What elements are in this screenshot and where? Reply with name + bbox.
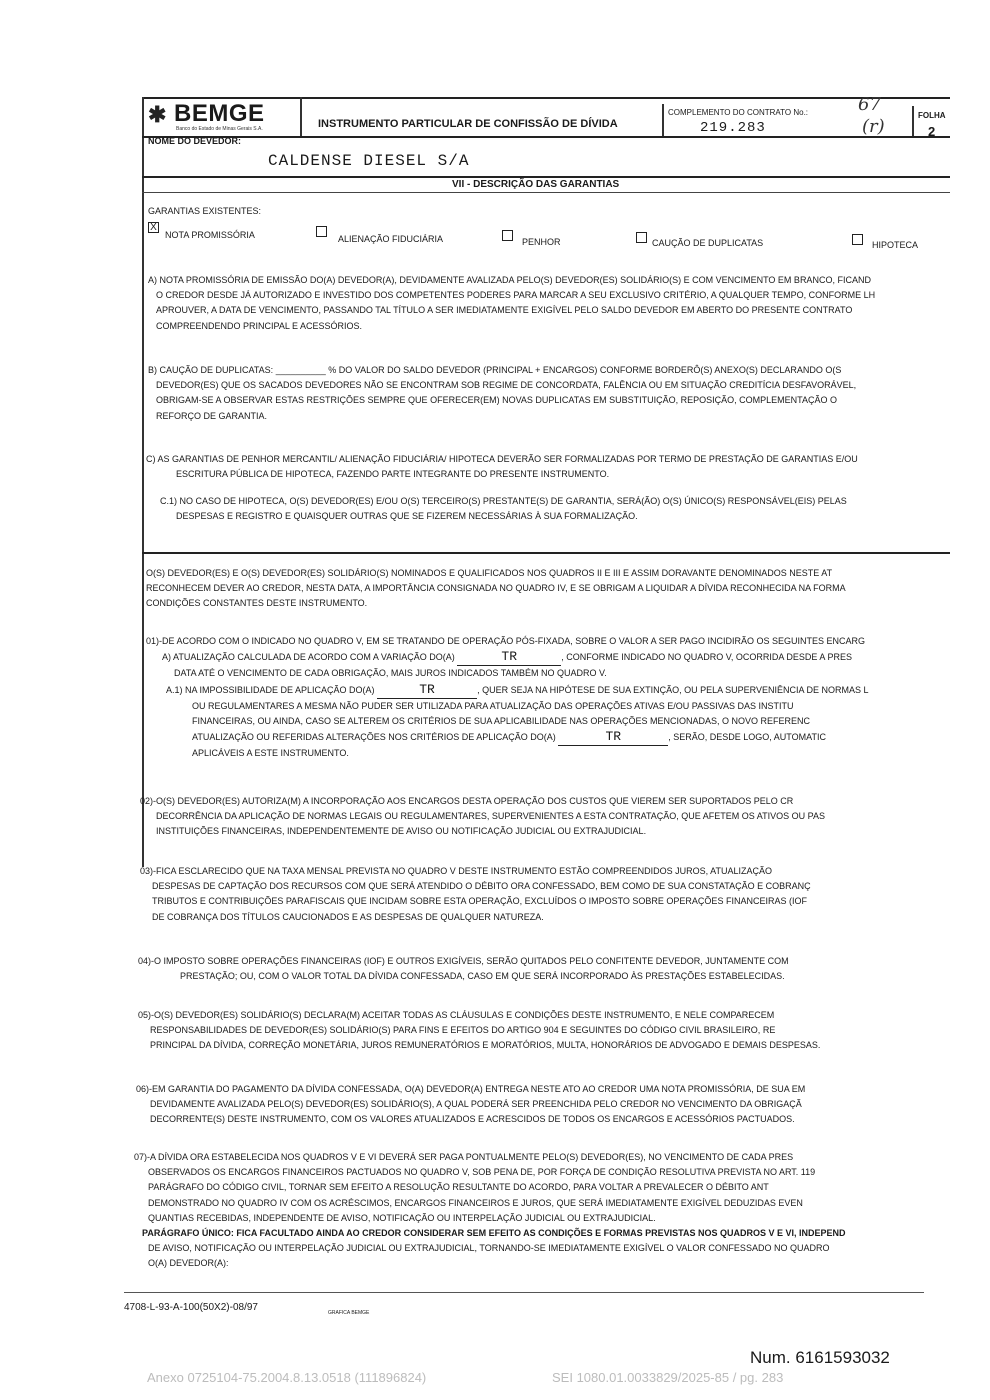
text-line: DESPESAS DE CAPTAÇÃO DOS RECURSOS COM QUE SERÁ ATENDIDO O DÉBITO ORA CONFESSADO, BEM COMO DE SUA CONSTATAÇÃO E COBRANÇ [152,881,811,892]
text-segment: , CONFORME INDICADO NO QUADRO V, OCORRIDA DESDE A PRES [561,652,852,663]
clause-06 [136,1082,805,1128]
text-line: DECORRÊNCIA DA APLICAÇÃO DE NORMAS LEGAIS OU REGULAMENTARES, SUPERVENIENTES A ESTA CONTRATAÇÃO, QUE AFETEM OS ATIVOS OU PAS [156,811,825,822]
devedor-name: CALDENSE DIESEL S/A [268,152,470,170]
text-line: RECONHECEM DEVER AO CREDOR, NESTA DATA, A IMPORTÂNCIA CONSIGNADA NO QUADRO IV, E SE OBRIGAM A LIQUIDAR A DÍVIDA RECONHECIDA NA FORMA [146,583,846,594]
text-line: A) NOTA PROMISSÓRIA DE EMISSÃO DO(A) DEVEDOR(A), DEVIDAMENTE AVALIZADA PELO(S) DEVEDOR(ES) SOLIDÁRIO(S) E COM VENCIMENTO EM BRANCO, FICAND [148,275,871,285]
text-line: 04)-O IMPOSTO SOBRE OPERAÇÕES FINANCEIRAS (IOF) E OUTROS EXIGÍVEIS, SERÃO QUITADOS PELO CONFITENTE DEVEDOR, JUNTAMENTE COM [138,956,789,966]
paragraph-b [148,363,856,424]
text-line: DEVIDAMENTE AVALIZADA PELO(S) DEVEDOR(ES) SOLIDÁRIO(S), A QUAL PODERÁ SER PREENCHIDA PELO CREDOR NO VENCIMENTO DA OBRIGAÇÃ [150,1099,802,1110]
checkbox[interactable] [852,234,863,245]
text-line: DEVEDOR(ES) QUE OS SACADOS DEVEDORES NÃO SE ENCONTRAM SOB REGIME DE CONCORDATA, FALÊNCIA OU EM SITUAÇÃO CREDITÍCIA DESFAVORÁVEL, [156,380,857,391]
grafica-label: GRAFICA BEMGE [328,1310,370,1316]
logo-star-icon: ✱ [148,102,167,127]
sei-watermark: SEI 1080.01.0033829/2025-85 / pg. 283 [552,1370,784,1385]
indexer-field [377,682,477,699]
text-line [146,649,869,666]
text-line: OU REGULAMENTARES A MESMA NÃO PUDER SER UTILIZADA PARA ATUALIZAÇÃO DAS OPERAÇÕES ATIVAS E/OU PASSIVAS DAS INSTITU [192,700,794,711]
garantias-label: GARANTIAS EXISTENTES: [148,206,262,216]
clause-05 [138,1008,820,1054]
text-segment: A.1) NA IMPOSSIBILIDADE DE APLICAÇÃO DO(A) [166,684,378,695]
text-line [146,682,869,699]
folha-value: 2 [928,124,936,139]
text-line: 06)-EM GARANTIA DO PAGAMENTO DA DÍVIDA CONFESSADA, O(A) DEVEDOR(A) ENTREGA NESTE ATO AO CREDOR UMA NOTA PROMISSÓRIA, DE SUA EM [136,1084,806,1094]
text-line: 03)-FICA ESCLARECIDO QUE NA TAXA MENSAL PREVISTA NO QUADRO V DESTE INSTRUMENTO ESTÃO COMPREENDIDOS JUROS, ATUALIZAÇÃO [140,866,772,876]
logo-subtitle: Banco do Estado de Minas Gerais S.A. [176,126,263,132]
text-line: 05)-O(S) DEVEDOR(ES) SOLIDÁRIO(S) DECLARA(M) ACEITAR TODAS AS CLÁUSULAS E CONDIÇÕES DESTE INSTRUMENTO, E NELE COMPARECEM [138,1010,775,1020]
text-line: DATA ATÉ O VENCIMENTO DE CADA OBRIGAÇÃO, MAIS JUROS INDICADOS TAMBÉM NO QUADRO V. [174,668,607,679]
text-line: 01)-DE ACORDO COM O INDICADO NO QUADRO V, EM SE TRATANDO DE OPERAÇÃO PÓS-FIXADA, SOBRE O VALOR A SER PAGO INCIDIRÃO OS SEGUINTES ENCARG [146,636,865,646]
anexo-watermark: Anexo 0725104-75.2004.8.13.0518 (111896824) [147,1370,427,1385]
indexer-field [457,649,561,666]
text-line: PARÁGRAFO DO CÓDIGO CIVIL, TORNAR SEM EFEITO A RESOLUÇÃO RESULTANTE DO ACORDO, PARA VOLTAR A PREVALECER O DÉBITO ANT [148,1182,769,1193]
document-title: INSTRUMENTO PARTICULAR DE CONFISSÃO DE DÍVIDA [318,118,618,130]
text-line: APROUVER, A DATA DE VENCIMENTO, PASSANDO TAL TÍTULO A SER IMEDIATAMENTE EXIGÍVEL PELO SALDO DEVEDOR EM ABERTO DO PRESENTE CONTRATO [156,305,853,316]
text-line [146,729,869,746]
text-line: B) CAUÇÃO DE DUPLICATAS: __________ % DO VALOR DO SALDO DEVEDOR (PRINCIPAL + ENCARGOS) CONFORME BORDERÔ(S) ANEXO(S) DECLARANDO O(S [148,365,842,375]
option-label: CAUÇÃO DE DUPLICATAS [652,238,764,248]
text-line: CONDIÇÕES CONSTANTES DESTE INSTRUMENTO. [146,598,368,609]
text-line: DECORRENTE(S) DESTE INSTRUMENTO, COM OS VALORES ATUALIZADOS E ACRESCIDOS DE TODOS OS ENCARGOS E ACESSÓRIOS PACTUADOS. [150,1114,795,1125]
text-line: PRINCIPAL DA DÍVIDA, CORREÇÃO MONETÁRIA, JUROS REMUNERATÓRIOS E MORATÓRIOS, MULTA, HONORÁRIOS DE ADVOGADO E DEMAIS DESPESAS. [150,1040,821,1051]
text-line: 07)-A DÍVIDA ORA ESTABELECIDA NOS QUADROS V E VI DEVERÁ SER PAGA PONTUALMENTE PELO(S) DEVEDOR(ES), NO VENCIMENTO DE CADA PRES [134,1152,794,1162]
handwritten-page-mark: 67 [858,94,881,115]
indexer-value: TR [419,681,435,697]
text-line: C) AS GARANTIAS DE PENHOR MERCANTIL/ ALIENAÇÃO FIDUCIÁRIA/ HIPOTECA DEVERÃO SER FORMALIZADAS POR TERMO DE PRESTAÇÃO DE GARANTIAS E/OU [146,454,858,464]
header-bottom-rule [142,136,950,138]
text-line: ESCRITURA PÚBLICA DE HIPOTECA, FAZENDO PARTE INTEGRANTE DO PRESENTE INSTRUMENTO. [176,469,610,480]
text-line: O(S) DEVEDOR(ES) E O(S) DEVEDOR(ES) SOLIDÁRIO(S) NOMINADOS E QUALIFICADOS NOS QUADROS II E III E ASSIM DORAVANTE DENOMINADOS NESTE AT [146,568,833,578]
text-line: RESPONSABILIDADES DE DEVEDOR(ES) SOLIDÁRIO(S) PARA FINS E EFEITOS DO ARTIGO 904 E SEGUINTES DO CÓDIGO CIVIL BRASILEIRO, RE [150,1025,776,1036]
handwritten-initials: (r) [862,116,885,137]
footer-rule [124,1292,924,1293]
option-label: NOTA PROMISSÓRIA [165,230,255,240]
header-divider [662,104,664,137]
form-code: 4708-L-93-A-100(50X2)-08/97 [124,1302,258,1313]
checkbox[interactable] [502,230,513,241]
bemge-logo [148,100,298,134]
clause-04 [138,954,789,984]
section-top-rule [142,176,950,178]
text-line: C.1) NO CASO DE HIPOTECA, O(S) DEVEDOR(ES) E/OU O(S) TERCEIRO(S) PRESTANTE(S) DE GARANTIA, SERÁ(ÃO) O(S) ÚNICO(S) RESPONSÁVEL(EIS) PELAS [160,496,847,506]
complemento-label: COMPLEMENTO DO CONTRATO No.: [668,108,809,117]
checkbox[interactable] [636,232,647,243]
option-label: ALIENAÇÃO FIDUCIÁRIA [338,234,444,244]
text-line: APLICÁVEIS A ESTE INSTRUMENTO. [192,748,349,759]
checkbox[interactable] [316,226,327,237]
text-line: DE COBRANÇA DOS TÍTULOS CAUCIONADOS E AS DESPESAS DE QUALQUER NATUREZA. [152,911,544,922]
paragraph-a [148,273,875,334]
text-line: 02)-O(S) DEVEDOR(ES) AUTORIZA(M) A INCORPORAÇÃO AOS ENCARGOS DESTA OPERAÇÃO DOS CUSTOS QUE VIEREM SER SUPORTADOS PELO CR [140,796,794,806]
logo-text: BEMGE [174,100,265,127]
text-line: DESPESAS E REGISTRO E QUAISQUER OUTRAS QUE SE FIZEREM NECESSÁRIAS À SUA FORMALIZAÇÃO. [176,511,638,522]
left-margin-rule [142,97,144,867]
header-divider [912,106,914,137]
clause-07 [134,1150,846,1272]
text-segment: , SERÃO, DESDE LOGO, AUTOMATIC [668,732,826,743]
text-line: OBSERVADOS OS ENCARGOS FINANCEIROS PACTUADOS NO QUADRO V, SOB PENA DE, POR FORÇA DE CONDIÇÃO RESOLUTIVA PREVISTA NO ART. 119 [148,1167,816,1178]
text-line: PRESTAÇÃO; OU, COM O VALOR TOTAL DA DÍVIDA CONFESSADA, CASO EM QUE SERÁ INCORPORADO ÀS PRESTAÇÕES ESTABELECIDAS. [180,971,785,982]
document-number: Num. 6161593032 [750,1348,890,1367]
section-vii-title: VII - DESCRIÇÃO DAS GARANTIAS [452,179,620,190]
text-line: OBRIGAM-SE A OBSERVAR ESTAS RESTRIÇÕES SEMPRE QUE OFERECER(EM) NOVAS DUPLICATAS EM SUBSTITUIÇÃO, REPOSIÇÃO, COMPLEMENTAÇÃO O [156,395,837,406]
paragraph-c [146,452,858,482]
checkbox-checked[interactable]: X [148,222,159,233]
option-label: PENHOR [522,237,561,247]
paragraph-c1 [160,494,847,524]
text-line: FINANCEIRAS, OU AINDA, CASO SE ALTEREM OS CRITÉRIOS DE SUA APLICABILIDADE NAS OPERAÇÕES MENCIONADAS, O NOVO REFERENC [192,716,810,727]
text-segment: , QUER SEJA NA HIPÓTESE DE SUA EXTINÇÃO, OU PELA SUPERVENIÊNCIA DE NORMAS L [477,684,869,695]
clause-01 [146,634,869,762]
section-bottom-rule [142,552,950,554]
text-segment: ATUALIZAÇÃO OU REFERIDAS ALTERAÇÕES NOS CRITÉRIOS DE APLICAÇÃO DO(A) [192,732,559,743]
text-line: PARÁGRAFO ÚNICO: FICA FACULTADO AINDA AO CREDOR CONSIDERAR SEM EFEITO AS CONDIÇÕES E FORMAS PREVISTAS NOS QUADROS V E VI, INDEPEND [142,1228,846,1239]
text-line: COMPREENDENDO PRINCIPAL E ACESSÓRIOS. [156,320,363,331]
section-title-rule [142,192,950,193]
text-line: QUANTIAS RECEBIDAS, INDEPENDENTE DE AVISO, NOTIFICAÇÃO OU INTERPELAÇÃO JUDICIAL OU EXTRAJUDICIAL. [148,1212,656,1223]
text-line: DEMONSTRADO NO QUADRO IV COM OS ACRÉSCIMOS, ENCARGOS FINANCEIROS E JUROS, QUE SERÁ IMEDIATAMENTE EXIGÍVEL DEDUZIDAS EVEN [148,1197,803,1208]
indexer-value: TR [501,649,518,665]
text-line: TRIBUTOS E CONTRIBUIÇÕES PARAFISCAIS QUE INCIDAM SOBRE ESTA OPERAÇÃO, EXCLUÍDOS O IMPOSTO SOBRE OPERAÇÕES FINANCEIRAS (IOF [152,896,807,907]
header-top-rule [142,97,950,99]
text-line: O CREDOR DESDE JÁ AUTORIZADO E INVESTIDO DOS COMPETENTES PODERES PARA MARCAR A SEU EXCLUSIVO CRITÉRIO, A QUALQUER TEMPO, CONFORME LH [156,290,876,301]
devedor-label: NOME DO DEVEDOR: [148,136,242,146]
folha-label: FOLHA [918,111,946,120]
text-line: INSTITUIÇÕES FINANCEIRAS, INDEPENDENTEMENTE DE AVISO OU NOTIFICAÇÃO JUDICIAL OU EXTRAJUDICIAL. [156,826,647,837]
text-line: DE AVISO, NOTIFICAÇÃO OU INTERPELAÇÃO JUDICIAL OU EXTRAJUDICIAL, TORNANDO-SE IMEDIATAMENTE EXIGÍVEL O VALOR CONFESSADO NO QUADRO [148,1243,830,1254]
indexer-field [558,729,668,746]
indexer-value: TR [605,729,622,745]
option-label: HIPOTECA [872,240,919,250]
complemento-value: 219.283 [700,120,766,136]
clause-02 [140,794,825,840]
clause-03 [140,864,811,925]
text-line: O(A) DEVEDOR(A): [148,1258,229,1269]
intro-paragraph [146,566,846,612]
text-segment: A) ATUALIZAÇÃO CALCULADA DE ACORDO COM A VARIAÇÃO DO(A) [162,652,458,663]
header-divider [300,97,302,137]
text-line: REFORÇO DE GARANTIA. [156,410,268,421]
